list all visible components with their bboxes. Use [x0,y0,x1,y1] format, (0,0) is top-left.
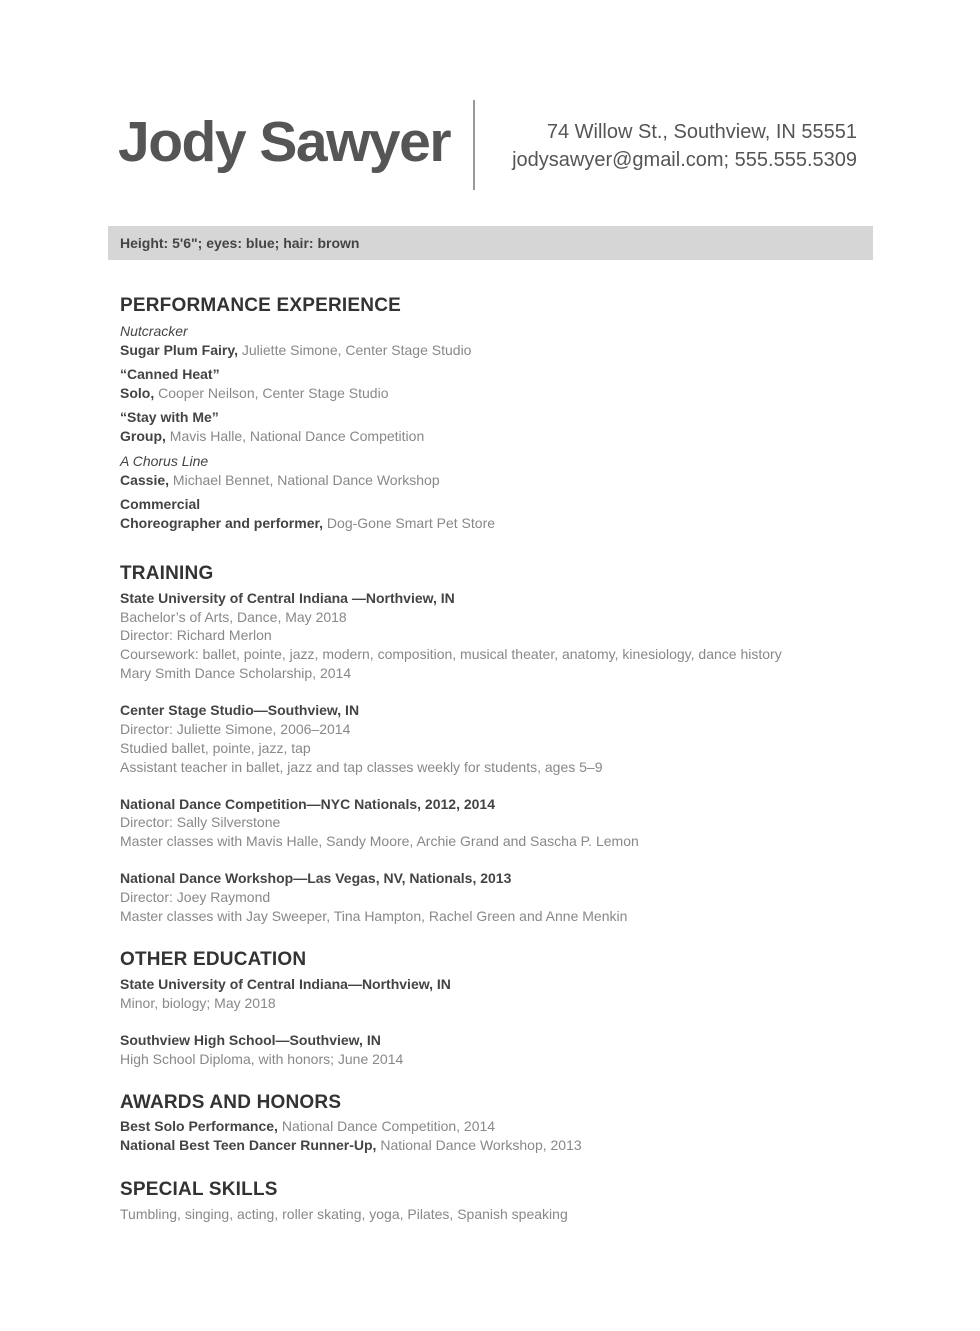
contact-block [480,118,857,174]
role: Choreographer and performer, [120,515,324,531]
role-line [120,514,495,533]
award-line [120,1136,582,1155]
award-line [120,1117,495,1136]
training-line: Director: Juliette Simone, 2006–2014 [120,721,351,737]
training-heading: Center Stage Studio—Southview, IN [120,702,360,718]
section-title-performance: PERFORMANCE EXPERIENCE [120,295,401,316]
section-title-skills: SPECIAL SKILLS [120,1179,278,1200]
training-line: Master classes with Mavis Halle, Sandy Moore, Archie Grand and Sascha P. Lemon [120,833,639,849]
award-name: Best Solo Performance, [120,1118,278,1134]
role-detail: Cooper Neilson, Center Stage Studio [154,385,389,401]
role: Sugar Plum Fairy, [120,342,238,358]
training-line: Master classes with Jay Sweeper, Tina Hampton, Rachel Green and Anne Menkin [120,908,628,924]
training-line: Director: Joey Raymond [120,889,271,905]
training-heading: National Dance Competition—NYC Nationals, 2012, 2014 [120,796,495,812]
award-detail: National Dance Workshop, 2013 [376,1137,582,1153]
resume-name: Jody Sawyer [118,110,451,174]
section-title-training: TRAINING [120,563,214,584]
training-line: Mary Smith Dance Scholarship, 2014 [120,665,352,681]
stats-bar [108,226,873,260]
training-line: Bachelor’s of Arts, Dance, May 2018 [120,609,347,625]
role: Solo, [120,385,155,401]
training-line: Coursework: ballet, pointe, jazz, modern, composition, musical theater, anatomy, kinesiology, dance history [120,646,782,662]
role-detail: Dog-Gone Smart Pet Store [323,515,496,531]
education-line: Minor, biology; May 2018 [120,995,276,1011]
training-heading: State University of Central Indiana —Northview, IN [120,590,455,606]
header-divider [473,100,475,190]
show-title: “Canned Heat” [120,366,220,382]
show-title: “Stay with Me” [120,409,219,425]
training-heading: National Dance Workshop—Las Vegas, NV, Nationals, 2013 [120,870,512,886]
training-line: Director: Sally Silverstone [120,814,281,830]
education-heading: State University of Central Indiana—Northview, IN [120,976,451,992]
award-detail: National Dance Competition, 2014 [277,1118,496,1134]
award-name: National Best Teen Dancer Runner-Up, [120,1137,377,1153]
stats-text: Height: 5'6"; eyes: blue; hair: brown [120,235,360,251]
section-title-other-education: OTHER EDUCATION [120,949,307,970]
show-title: Nutcracker [120,323,188,339]
skills-text: Tumbling, singing, acting, roller skating, yoga, Pilates, Spanish speaking [120,1206,568,1222]
role-detail: Mavis Halle, National Dance Competition [165,428,425,444]
address: 74 Willow St., Southview, IN 55551 [546,121,857,143]
section-title-awards: AWARDS AND HONORS [120,1092,342,1113]
role: Cassie, [120,472,170,488]
role-line [120,471,440,490]
education-heading: Southview High School—Southview, IN [120,1032,381,1048]
training-line: Assistant teacher in ballet, jazz and tap classes weekly for students, ages 5–9 [120,759,603,775]
training-line: Studied ballet, pointe, jazz, tap [120,740,311,756]
role-line [120,341,471,360]
role-line [120,427,424,446]
role-line [120,384,388,403]
email-phone: jodysawyer@gmail.com; 555.555.5309 [512,149,857,171]
role: Group, [120,428,166,444]
show-title: A Chorus Line [120,453,209,469]
education-line: High School Diploma, with honors; June 2014 [120,1051,404,1067]
training-line: Director: Richard Merlon [120,627,272,643]
role-detail: Juliette Simone, Center Stage Studio [238,342,472,358]
show-title: Commercial [120,496,201,512]
role-detail: Michael Bennet, National Dance Workshop [169,472,440,488]
